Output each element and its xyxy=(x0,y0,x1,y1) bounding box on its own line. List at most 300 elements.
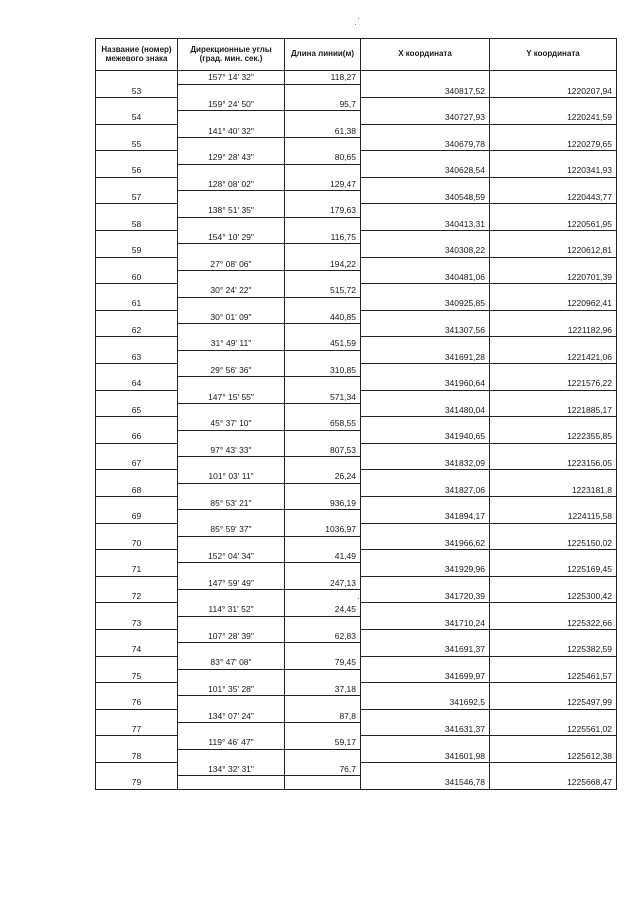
y-coordinate-cell: 1220701,39 xyxy=(490,270,617,283)
direction-angle-cell: 27° 08' 06" xyxy=(178,257,285,270)
direction-angle-cell: 141° 40' 32" xyxy=(178,124,285,137)
point-name-cell xyxy=(96,390,178,403)
direction-angle-cell: 119° 46' 47" xyxy=(178,736,285,749)
header-line-length: Длина линии(м) xyxy=(285,39,361,71)
point-row xyxy=(96,510,617,523)
point-row xyxy=(96,270,617,283)
y-coordinate-cell xyxy=(490,656,617,669)
line-length-cell xyxy=(285,457,361,470)
y-coordinate-cell xyxy=(490,204,617,217)
point-row xyxy=(96,643,617,656)
point-name-cell: 66 xyxy=(96,430,178,443)
direction-angle-cell xyxy=(178,403,285,416)
y-coordinate-cell xyxy=(490,417,617,430)
y-coordinate-cell: 1223181,8 xyxy=(490,483,617,496)
point-row xyxy=(96,723,617,736)
y-coordinate-cell: 1225150,02 xyxy=(490,536,617,549)
x-coordinate-cell xyxy=(361,231,490,244)
point-name-cell xyxy=(96,417,178,430)
x-coordinate-cell: 341960,64 xyxy=(361,377,490,390)
y-coordinate-cell xyxy=(490,683,617,696)
direction-angle-cell: 85° 59' 37" xyxy=(178,523,285,536)
x-coordinate-cell xyxy=(361,603,490,616)
line-length-cell: 116,75 xyxy=(285,231,361,244)
direction-angle-cell xyxy=(178,324,285,337)
segment-row xyxy=(96,443,617,456)
header-x-coordinate: X координата xyxy=(361,39,490,71)
segment-row xyxy=(96,71,617,85)
y-coordinate-cell xyxy=(490,257,617,270)
y-coordinate-cell xyxy=(490,443,617,456)
x-coordinate-cell xyxy=(361,98,490,111)
line-length-cell xyxy=(285,377,361,390)
line-length-cell xyxy=(285,324,361,337)
direction-angle-cell: 134° 32' 31" xyxy=(178,762,285,775)
point-row xyxy=(96,377,617,390)
line-length-cell xyxy=(285,536,361,549)
direction-angle-cell: 107° 28' 39" xyxy=(178,629,285,642)
y-coordinate-cell: 1225612,38 xyxy=(490,749,617,762)
point-name-cell xyxy=(96,124,178,137)
direction-angle-cell xyxy=(178,137,285,150)
direction-angle-cell xyxy=(178,510,285,523)
segment-row xyxy=(96,497,617,510)
line-length-cell xyxy=(285,84,361,97)
point-name-cell: 61 xyxy=(96,297,178,310)
direction-angle-cell: 83° 47' 08" xyxy=(178,656,285,669)
point-name-cell xyxy=(96,762,178,775)
y-coordinate-cell: 1221576,22 xyxy=(490,377,617,390)
y-coordinate-cell xyxy=(490,231,617,244)
line-length-cell xyxy=(285,430,361,443)
direction-angle-cell xyxy=(178,270,285,283)
x-coordinate-cell: 340727,93 xyxy=(361,111,490,124)
x-coordinate-cell: 341631,37 xyxy=(361,723,490,736)
line-length-cell: 26,24 xyxy=(285,470,361,483)
y-coordinate-cell xyxy=(490,177,617,190)
point-row xyxy=(96,776,617,790)
y-coordinate-cell xyxy=(490,337,617,350)
header-y-coordinate: Y координата xyxy=(490,39,617,71)
line-length-cell xyxy=(285,776,361,790)
point-row xyxy=(96,244,617,257)
y-coordinate-cell: 1225300,42 xyxy=(490,590,617,603)
point-name-cell: 64 xyxy=(96,377,178,390)
segment-row xyxy=(96,523,617,536)
direction-angle-cell xyxy=(178,536,285,549)
segment-row xyxy=(96,709,617,722)
direction-angle-cell: 97° 43' 33" xyxy=(178,443,285,456)
x-coordinate-cell xyxy=(361,284,490,297)
segment-row xyxy=(96,603,617,616)
point-row xyxy=(96,483,617,496)
line-length-cell xyxy=(285,616,361,629)
segment-row xyxy=(96,204,617,217)
direction-angle-cell: 159° 24' 50" xyxy=(178,98,285,111)
segment-row xyxy=(96,550,617,563)
line-length-cell xyxy=(285,270,361,283)
line-length-cell: 807,53 xyxy=(285,443,361,456)
y-coordinate-cell: 1225497,99 xyxy=(490,696,617,709)
x-coordinate-cell: 341692,5 xyxy=(361,696,490,709)
y-coordinate-cell: 1220443,77 xyxy=(490,191,617,204)
line-length-cell: 658,55 xyxy=(285,417,361,430)
line-length-cell xyxy=(285,217,361,230)
x-coordinate-cell xyxy=(361,762,490,775)
point-row xyxy=(96,749,617,762)
point-name-cell: 59 xyxy=(96,244,178,257)
point-name-cell: 75 xyxy=(96,669,178,682)
x-coordinate-cell: 340413,31 xyxy=(361,217,490,230)
segment-row xyxy=(96,390,617,403)
point-name-cell xyxy=(96,231,178,244)
scan-speck xyxy=(358,18,359,19)
point-name-cell: 73 xyxy=(96,616,178,629)
line-length-cell xyxy=(285,244,361,257)
direction-angle-cell: 154° 10' 29" xyxy=(178,231,285,244)
direction-angle-cell: 30° 24' 22" xyxy=(178,284,285,297)
direction-angle-cell: 31° 49' 11" xyxy=(178,337,285,350)
segment-row xyxy=(96,629,617,642)
line-length-cell xyxy=(285,696,361,709)
point-name-cell xyxy=(96,204,178,217)
point-row xyxy=(96,669,617,682)
point-name-cell: 65 xyxy=(96,403,178,416)
y-coordinate-cell: 1220279,65 xyxy=(490,137,617,150)
point-row xyxy=(96,350,617,363)
x-coordinate-cell: 341827,06 xyxy=(361,483,490,496)
direction-angle-cell: 134° 07' 24" xyxy=(178,709,285,722)
segment-row xyxy=(96,762,617,775)
line-length-cell: 80,65 xyxy=(285,151,361,164)
x-coordinate-cell xyxy=(361,629,490,642)
point-row xyxy=(96,191,617,204)
line-length-cell xyxy=(285,723,361,736)
direction-angle-cell xyxy=(178,749,285,762)
point-row xyxy=(96,217,617,230)
line-length-cell: 79,45 xyxy=(285,656,361,669)
y-coordinate-cell: 1220341,93 xyxy=(490,164,617,177)
y-coordinate-cell: 1220612,81 xyxy=(490,244,617,257)
line-length-cell: 61,38 xyxy=(285,124,361,137)
line-length-cell xyxy=(285,590,361,603)
line-length-cell xyxy=(285,403,361,416)
point-row xyxy=(96,590,617,603)
y-coordinate-cell xyxy=(490,550,617,563)
y-coordinate-cell xyxy=(490,576,617,589)
direction-angle-cell: 101° 35' 28" xyxy=(178,683,285,696)
x-coordinate-cell: 341894,17 xyxy=(361,510,490,523)
direction-angle-cell: 138° 51' 35" xyxy=(178,204,285,217)
x-coordinate-cell: 341601,98 xyxy=(361,749,490,762)
x-coordinate-cell xyxy=(361,443,490,456)
x-coordinate-cell: 341720,39 xyxy=(361,590,490,603)
y-coordinate-cell xyxy=(490,709,617,722)
y-coordinate-cell: 1220241,59 xyxy=(490,111,617,124)
direction-angle-cell xyxy=(178,723,285,736)
point-name-cell xyxy=(96,257,178,270)
x-coordinate-cell xyxy=(361,177,490,190)
segment-row xyxy=(96,736,617,749)
y-coordinate-cell: 1220207,94 xyxy=(490,84,617,97)
direction-angle-cell xyxy=(178,297,285,310)
point-name-cell xyxy=(96,284,178,297)
direction-angle-cell xyxy=(178,191,285,204)
x-coordinate-cell: 341480,04 xyxy=(361,403,490,416)
line-length-cell xyxy=(285,137,361,150)
point-name-cell: 60 xyxy=(96,270,178,283)
x-coordinate-cell xyxy=(361,497,490,510)
segment-row xyxy=(96,576,617,589)
point-name-cell: 58 xyxy=(96,217,178,230)
direction-angle-cell xyxy=(178,111,285,124)
segment-row xyxy=(96,151,617,164)
direction-angle-cell xyxy=(178,84,285,97)
direction-angle-cell xyxy=(178,164,285,177)
y-coordinate-cell xyxy=(490,364,617,377)
direction-angle-cell: 129° 28' 43" xyxy=(178,151,285,164)
x-coordinate-cell: 341699,97 xyxy=(361,669,490,682)
point-name-cell xyxy=(96,656,178,669)
x-coordinate-cell: 341307,56 xyxy=(361,324,490,337)
segment-row xyxy=(96,337,617,350)
direction-angle-cell xyxy=(178,483,285,496)
x-coordinate-cell: 341832,09 xyxy=(361,457,490,470)
point-name-cell: 79 xyxy=(96,776,178,790)
y-coordinate-cell xyxy=(490,497,617,510)
y-coordinate-cell: 1225668,47 xyxy=(490,776,617,790)
y-coordinate-cell xyxy=(490,470,617,483)
direction-angle-cell xyxy=(178,430,285,443)
point-name-cell xyxy=(96,337,178,350)
segment-row xyxy=(96,470,617,483)
direction-angle-cell xyxy=(178,776,285,790)
point-row xyxy=(96,324,617,337)
point-row xyxy=(96,137,617,150)
x-coordinate-cell xyxy=(361,204,490,217)
x-coordinate-cell: 341929,96 xyxy=(361,563,490,576)
y-coordinate-cell xyxy=(490,736,617,749)
y-coordinate-cell: 1224115,58 xyxy=(490,510,617,523)
x-coordinate-cell xyxy=(361,523,490,536)
x-coordinate-cell xyxy=(361,151,490,164)
segment-row xyxy=(96,231,617,244)
line-length-cell: 451,59 xyxy=(285,337,361,350)
x-coordinate-cell: 340925,85 xyxy=(361,297,490,310)
direction-angle-cell: 147° 59' 49" xyxy=(178,576,285,589)
point-name-cell: 53 xyxy=(96,84,178,97)
x-coordinate-cell xyxy=(361,364,490,377)
x-coordinate-cell: 340548,59 xyxy=(361,191,490,204)
point-name-cell: 70 xyxy=(96,536,178,549)
line-length-cell: 440,85 xyxy=(285,310,361,323)
x-coordinate-cell: 341710,24 xyxy=(361,616,490,629)
x-coordinate-cell xyxy=(361,576,490,589)
y-coordinate-cell xyxy=(490,71,617,85)
point-name-cell xyxy=(96,364,178,377)
y-coordinate-cell: 1222355,85 xyxy=(490,430,617,443)
segment-row xyxy=(96,310,617,323)
point-name-cell xyxy=(96,629,178,642)
point-row xyxy=(96,563,617,576)
line-length-cell: 571,34 xyxy=(285,390,361,403)
y-coordinate-cell: 1223156,05 xyxy=(490,457,617,470)
segment-row xyxy=(96,656,617,669)
x-coordinate-cell: 341691,37 xyxy=(361,643,490,656)
line-length-cell: 515,72 xyxy=(285,284,361,297)
direction-angle-cell xyxy=(178,669,285,682)
segment-row xyxy=(96,177,617,190)
direction-angle-cell: 101° 03' 11" xyxy=(178,470,285,483)
x-coordinate-cell: 341966,62 xyxy=(361,536,490,549)
header-direction-angle: Дирекционные углы (град. мин. сек.) xyxy=(178,39,285,71)
point-row xyxy=(96,84,617,97)
x-coordinate-cell: 341546,78 xyxy=(361,776,490,790)
direction-angle-cell: 147° 15' 55" xyxy=(178,390,285,403)
y-coordinate-cell: 1221421,06 xyxy=(490,350,617,363)
x-coordinate-cell xyxy=(361,257,490,270)
direction-angle-cell: 128° 08' 02" xyxy=(178,177,285,190)
segment-row xyxy=(96,124,617,137)
direction-angle-cell: 45° 37' 10" xyxy=(178,417,285,430)
point-name-cell xyxy=(96,576,178,589)
direction-angle-cell: 157° 14' 32" xyxy=(178,71,285,85)
point-row xyxy=(96,297,617,310)
segment-row xyxy=(96,364,617,377)
line-length-cell: 37,18 xyxy=(285,683,361,696)
point-name-cell: 57 xyxy=(96,191,178,204)
y-coordinate-cell xyxy=(490,124,617,137)
line-length-cell: 59,17 xyxy=(285,736,361,749)
line-length-cell xyxy=(285,643,361,656)
point-name-cell: 62 xyxy=(96,324,178,337)
x-coordinate-cell: 340628,54 xyxy=(361,164,490,177)
line-length-cell: 76,7 xyxy=(285,762,361,775)
x-coordinate-cell xyxy=(361,683,490,696)
point-name-cell xyxy=(96,736,178,749)
y-coordinate-cell xyxy=(490,523,617,536)
y-coordinate-cell: 1220962,41 xyxy=(490,297,617,310)
segment-row xyxy=(96,683,617,696)
direction-angle-cell xyxy=(178,643,285,656)
point-row xyxy=(96,457,617,470)
line-length-cell: 179,63 xyxy=(285,204,361,217)
x-coordinate-cell xyxy=(361,124,490,137)
y-coordinate-cell xyxy=(490,603,617,616)
segment-row xyxy=(96,98,617,111)
x-coordinate-cell xyxy=(361,71,490,85)
line-length-cell: 41,49 xyxy=(285,550,361,563)
point-name-cell xyxy=(96,98,178,111)
direction-angle-cell xyxy=(178,696,285,709)
direction-angle-cell xyxy=(178,590,285,603)
point-name-cell xyxy=(96,151,178,164)
x-coordinate-cell xyxy=(361,470,490,483)
x-coordinate-cell: 340481,06 xyxy=(361,270,490,283)
y-coordinate-cell xyxy=(490,151,617,164)
line-length-cell: 87,8 xyxy=(285,709,361,722)
segment-row xyxy=(96,284,617,297)
x-coordinate-cell: 340679,78 xyxy=(361,137,490,150)
line-length-cell: 62,83 xyxy=(285,629,361,642)
point-name-cell xyxy=(96,443,178,456)
point-name-cell xyxy=(96,603,178,616)
y-coordinate-cell: 1220561,95 xyxy=(490,217,617,230)
line-length-cell xyxy=(285,749,361,762)
line-length-cell xyxy=(285,191,361,204)
point-row xyxy=(96,403,617,416)
point-name-cell xyxy=(96,310,178,323)
direction-angle-cell: 85° 53' 21" xyxy=(178,497,285,510)
line-length-cell xyxy=(285,350,361,363)
table-header-row xyxy=(96,39,617,71)
x-coordinate-cell xyxy=(361,550,490,563)
direction-angle-cell xyxy=(178,457,285,470)
direction-angle-cell xyxy=(178,244,285,257)
direction-angle-cell xyxy=(178,350,285,363)
point-name-cell xyxy=(96,177,178,190)
line-length-cell xyxy=(285,111,361,124)
point-name-cell xyxy=(96,709,178,722)
y-coordinate-cell: 1221885,17 xyxy=(490,403,617,416)
segment-row xyxy=(96,257,617,270)
scan-speck xyxy=(355,24,356,25)
x-coordinate-cell: 341940,65 xyxy=(361,430,490,443)
point-name-cell xyxy=(96,550,178,563)
x-coordinate-cell: 341691,28 xyxy=(361,350,490,363)
line-length-cell: 247,13 xyxy=(285,576,361,589)
x-coordinate-cell xyxy=(361,709,490,722)
line-length-cell xyxy=(285,164,361,177)
y-coordinate-cell xyxy=(490,98,617,111)
segment-row xyxy=(96,417,617,430)
line-length-cell: 24,45 xyxy=(285,603,361,616)
point-row xyxy=(96,111,617,124)
x-coordinate-cell xyxy=(361,417,490,430)
x-coordinate-cell xyxy=(361,656,490,669)
point-name-cell xyxy=(96,683,178,696)
y-coordinate-cell: 1225561,02 xyxy=(490,723,617,736)
point-name-cell: 63 xyxy=(96,350,178,363)
line-length-cell: 194,22 xyxy=(285,257,361,270)
header-point-name: Название (номер) межевого знака xyxy=(96,39,178,71)
line-length-cell: 129,47 xyxy=(285,177,361,190)
y-coordinate-cell xyxy=(490,390,617,403)
point-name-cell xyxy=(96,71,178,85)
line-length-cell xyxy=(285,510,361,523)
point-name-cell: 76 xyxy=(96,696,178,709)
x-coordinate-cell: 340817,52 xyxy=(361,84,490,97)
direction-angle-cell: 29° 56' 36" xyxy=(178,364,285,377)
line-length-cell: 95,7 xyxy=(285,98,361,111)
point-name-cell: 54 xyxy=(96,111,178,124)
y-coordinate-cell: 1225169,45 xyxy=(490,563,617,576)
point-row xyxy=(96,536,617,549)
line-length-cell: 936,19 xyxy=(285,497,361,510)
line-length-cell: 1036,97 xyxy=(285,523,361,536)
direction-angle-cell xyxy=(178,563,285,576)
point-name-cell: 77 xyxy=(96,723,178,736)
line-length-cell xyxy=(285,297,361,310)
y-coordinate-cell: 1225461,57 xyxy=(490,669,617,682)
point-row xyxy=(96,164,617,177)
point-name-cell: 67 xyxy=(96,457,178,470)
y-coordinate-cell: 1225382,59 xyxy=(490,643,617,656)
point-name-cell: 78 xyxy=(96,749,178,762)
y-coordinate-cell xyxy=(490,310,617,323)
line-length-cell xyxy=(285,563,361,576)
point-name-cell xyxy=(96,523,178,536)
